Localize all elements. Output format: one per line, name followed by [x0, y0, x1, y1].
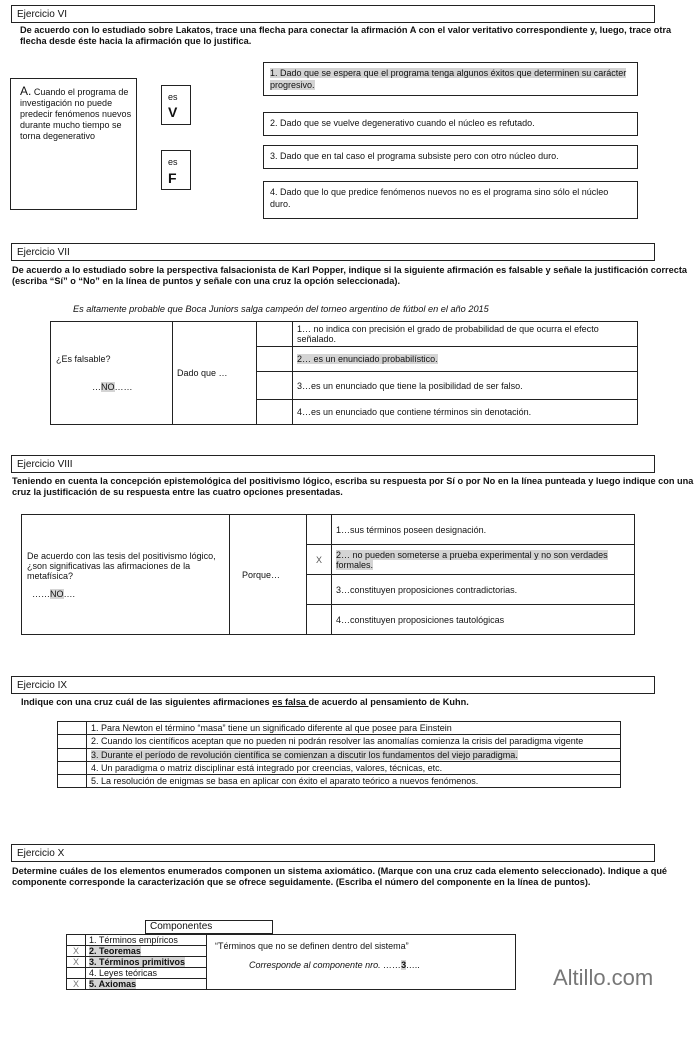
- positivism-check-1[interactable]: [307, 515, 332, 545]
- positivism-option-4: 4…constituyen proposiciones tautológicas: [332, 605, 635, 635]
- falsable-answer[interactable]: …NO……: [92, 382, 133, 392]
- exercise-10-instruction: Determine cuáles de los elementos enumerados componen un sistema axiomático. (Marque con una cruz cada elemento seleccionado). Indique a qué componente corresponde la caracterización que se ofrece seguidamente. (Escriba el número del componente en la línea de puntos).: [12, 866, 668, 887]
- metaphysics-answer[interactable]: ……NO….: [32, 588, 76, 599]
- popper-check-4[interactable]: [257, 400, 293, 425]
- porque-label: Porque…: [230, 515, 307, 635]
- exercise-7-instruction: De acuerdo a lo estudiado sobre la perspectiva falsacionista de Karl Popper, indique si la siguiente afirmación es falsable y señale la justificación correcta (escriba “Sí” o “No” en la línea de puntos y señale con una cruz la opción seleccionada).: [12, 265, 688, 286]
- component-check-1[interactable]: [67, 935, 86, 946]
- popper-option-2: 2… es un enunciado probabilístico.: [293, 347, 638, 372]
- popper-option-3: 3…es un enunciado que tiene la posibilidad de ser falso.: [293, 372, 638, 400]
- exercise-6-title: Ejercicio VI: [11, 5, 655, 23]
- kuhn-option-2: 2. Cuando los científicos aceptan que no pueden ni podrán resolver las anomalías comienza la crisis del paradigma vigente: [87, 735, 621, 749]
- exercise-8-instruction: Teniendo en cuenta la concepción epistemológica del positivismo lógico, escriba su respuesta por Sí o por No en la línea punteada y luego indique con una cruz la justificación de su respuesta entre las cuatro opciones presentadas.: [12, 476, 694, 497]
- positivism-check-2[interactable]: X: [307, 545, 332, 575]
- positivism-check-4[interactable]: [307, 605, 332, 635]
- exercise-9-title: Ejercicio IX: [11, 676, 655, 694]
- components-table: [66, 934, 516, 990]
- popper-table: [50, 321, 638, 425]
- component-check-2[interactable]: X: [67, 946, 86, 957]
- positivism-option-3: 3…constituyen proposiciones contradictorias.: [332, 575, 635, 605]
- true-es-label: es: [168, 92, 178, 102]
- exercise-6-instruction: De acuerdo con lo estudiado sobre Lakatos, trace una flecha para conectar la afirmación A con el valor veritativo correspondiente y, luego, trace otra flecha desde éste hacia la afirmación que lo justifica.: [20, 25, 672, 46]
- component-check-5[interactable]: X: [67, 979, 86, 990]
- popper-option-1: 1… no indica con precisión el grado de probabilidad de que ocurra el efecto señalado.: [293, 322, 638, 347]
- true-value: V: [168, 104, 178, 120]
- watermark: Altillo.com: [553, 965, 654, 990]
- metaphysics-question: De acuerdo con las tesis del positivismo lógico, ¿son significativas las afirmaciones de la metafísica?: [27, 550, 216, 581]
- falsability-statement: Es altamente probable que Boca Juniors salga campeón del torneo argentino de fútbol en el año 2015: [73, 304, 489, 314]
- component-check-4[interactable]: [67, 968, 86, 979]
- positivism-option-1: 1…sus términos poseen designación.: [332, 515, 635, 545]
- kuhn-check-2[interactable]: [58, 735, 87, 749]
- falsable-question-cell: [51, 322, 173, 425]
- kuhn-option-3: 3. Durante el período de revolución científica se comienzan a discutir los fundamentos del viejo paradigma.: [87, 749, 621, 762]
- metaphysics-question-cell: [22, 515, 230, 635]
- exercise-10-title: Ejercicio X: [11, 844, 655, 862]
- exercise-9-instruction: Indique con una cruz cuál de las siguientes afirmaciones es falsa de acuerdo al pensamiento de Kuhn.: [21, 697, 469, 707]
- falsable-question: ¿Es falsable?: [56, 354, 111, 364]
- positivism-option-2: 2… no pueden someterse a prueba experimental y no son verdades formales.: [332, 545, 635, 575]
- justification-option-3[interactable]: 3. Dado que en tal caso el programa subsiste pero con otro núcleo duro.: [263, 145, 638, 169]
- component-item-3: 3. Términos primitivos: [86, 957, 207, 968]
- component-answer[interactable]: Corresponde al componente nro. ……3…..: [249, 960, 421, 970]
- kuhn-option-5: 5. La resolución de enigmas se basa en aplicar con éxito el aparato teórico a nuevos fenómenos.: [87, 775, 621, 788]
- false-es-label: es: [168, 157, 178, 167]
- statement-a-text: Cuando el programa de investigación no puede predecir fenómenos nuevos durante mucho tiempo se torna degenerativo: [20, 87, 132, 141]
- kuhn-check-3[interactable]: [58, 749, 87, 762]
- kuhn-check-4[interactable]: [58, 762, 87, 775]
- justification-option-4[interactable]: 4. Dado que lo que predice fenómenos nuevos no es el programa sino sólo el núcleo duro.: [263, 181, 638, 219]
- kuhn-table: [57, 721, 621, 788]
- popper-option-4: 4…es un enunciado que contiene términos sin denotación.: [293, 400, 638, 425]
- exercise-8-title: Ejercicio VIII: [11, 455, 655, 473]
- dado-que-label: Dado que …: [173, 322, 257, 425]
- kuhn-check-5[interactable]: [58, 775, 87, 788]
- component-description-cell: [207, 935, 516, 990]
- component-item-1: 1. Términos empíricos: [86, 935, 207, 946]
- statement-a-label: A.: [20, 84, 32, 98]
- popper-check-1[interactable]: [257, 322, 293, 347]
- statement-a: [20, 86, 132, 142]
- component-item-5: 5. Axiomas: [86, 979, 207, 990]
- exercise-7-title: Ejercicio VII: [11, 243, 655, 261]
- popper-check-2[interactable]: [257, 347, 293, 372]
- component-check-3[interactable]: X: [67, 957, 86, 968]
- component-item-4: 4. Leyes teóricas: [86, 968, 207, 979]
- popper-check-3[interactable]: [257, 372, 293, 400]
- components-header: Componentes: [145, 920, 273, 934]
- justification-option-1[interactable]: 1. Dado que se espera que el programa tenga algunos éxitos que determinen su carácter progresivo.: [263, 62, 638, 96]
- positivism-table: [21, 514, 635, 635]
- kuhn-check-1[interactable]: [58, 722, 87, 735]
- component-item-2: 2. Teoremas: [86, 946, 207, 957]
- positivism-check-3[interactable]: [307, 575, 332, 605]
- component-quote: “Términos que no se definen dentro del sistema”: [215, 941, 409, 951]
- justification-option-2[interactable]: 2. Dado que se vuelve degenerativo cuando el núcleo es refutado.: [263, 112, 638, 136]
- kuhn-option-1: 1. Para Newton el término “masa” tiene un significado diferente al que posee para Einstein: [87, 722, 621, 735]
- false-value: F: [168, 170, 177, 186]
- kuhn-option-4: 4. Un paradigma o matriz disciplinar está integrado por creencias, valores, técnicas, etc.: [87, 762, 621, 775]
